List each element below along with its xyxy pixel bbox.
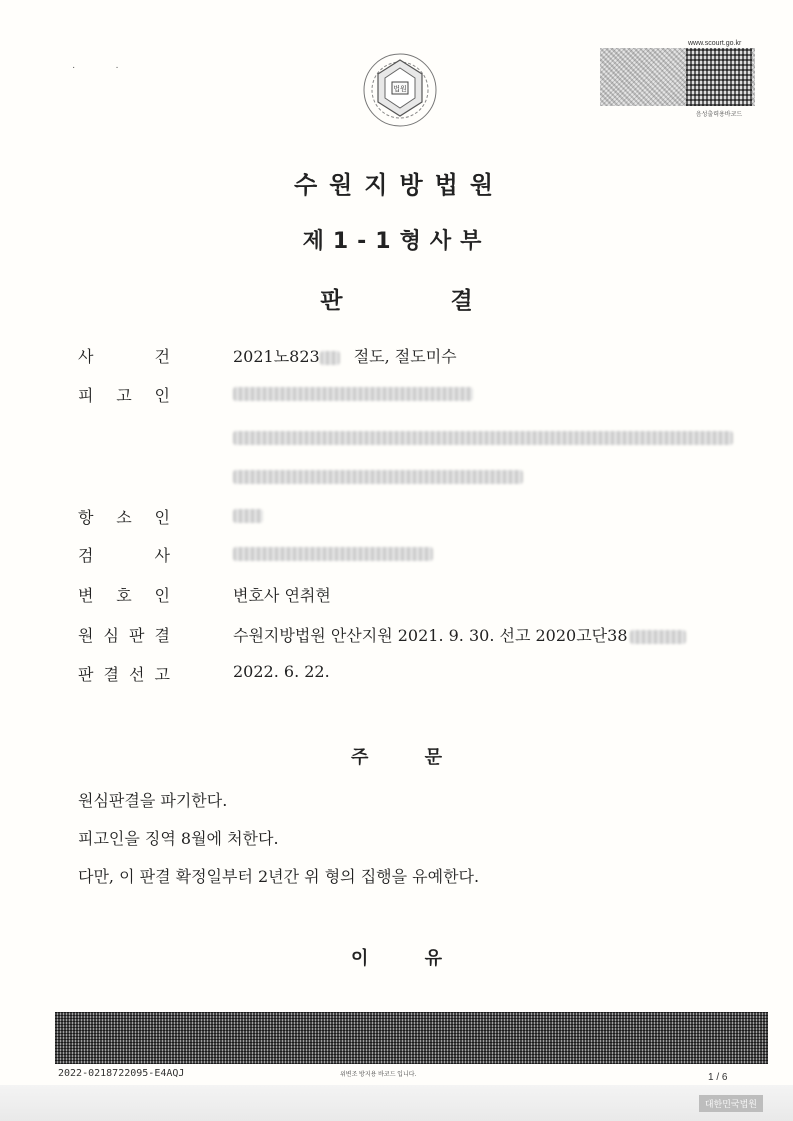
reasons-title: 이 유 bbox=[350, 948, 443, 969]
label-char: 건 bbox=[154, 347, 170, 366]
barcode-note: 위변조 방지용 바코드 입니다. bbox=[340, 1072, 417, 1078]
value-prosecutor bbox=[233, 543, 433, 562]
value-appellant bbox=[233, 505, 263, 524]
redaction bbox=[630, 630, 686, 644]
label-sentencing-date bbox=[78, 662, 170, 685]
scan-marks: ·· bbox=[72, 62, 159, 73]
value-defendant-registered bbox=[233, 466, 523, 485]
order-line: 피고인을 징역 8월에 처한다. bbox=[78, 829, 279, 848]
redaction bbox=[233, 387, 473, 401]
page-number: 1 / 6 bbox=[708, 1072, 728, 1083]
issuer-label: 대한민국법원 bbox=[699, 1095, 763, 1112]
redaction bbox=[233, 470, 523, 484]
footer-bar bbox=[0, 1085, 793, 1121]
label-char: 고 bbox=[116, 386, 132, 405]
redaction bbox=[320, 351, 340, 365]
svg-text:법원: 법원 bbox=[393, 85, 407, 93]
label-char: 고 bbox=[154, 665, 170, 684]
document-code: 2022-0218722095-E4AQJ bbox=[58, 1068, 185, 1079]
redaction bbox=[233, 509, 263, 523]
label-char: 인 bbox=[154, 508, 170, 527]
original-judgment-text: 수원지방법원 안산지원 2021. 9. 30. 선고 2020고단38 bbox=[233, 626, 628, 645]
label-defense-counsel bbox=[78, 583, 170, 606]
barcode-caption: 음성출력용바코드 bbox=[695, 112, 743, 118]
label-char: 소 bbox=[116, 508, 132, 527]
value-case bbox=[233, 344, 457, 367]
case-charge: 절도, 절도미수 bbox=[353, 347, 457, 366]
label-char: 인 bbox=[154, 386, 170, 405]
label-prosecutor bbox=[78, 543, 170, 566]
value-defense-counsel: 변호사 연취현 bbox=[233, 586, 331, 605]
label-char: 검 bbox=[78, 546, 94, 565]
label-char: 피 bbox=[78, 386, 94, 405]
label-case bbox=[78, 344, 170, 367]
order-line: 다만, 이 판결 확정일부터 2년간 위 형의 집행을 유예한다. bbox=[78, 867, 480, 886]
label-char: 사 bbox=[78, 347, 94, 366]
court-emblem-icon bbox=[360, 50, 440, 130]
label-char: 원 bbox=[78, 626, 94, 645]
redaction bbox=[233, 547, 433, 561]
anti-forgery-barcode bbox=[55, 1012, 768, 1064]
site-url: www.scourt.go.kr bbox=[688, 40, 742, 47]
value-original-judgment bbox=[233, 623, 686, 646]
label-appellant bbox=[78, 505, 170, 528]
value-defendant-address bbox=[233, 427, 733, 446]
label-char: 선 bbox=[129, 665, 145, 684]
label-char: 판 bbox=[78, 665, 94, 684]
label-char: 심 bbox=[103, 626, 119, 645]
label-char: 인 bbox=[154, 586, 170, 605]
label-char: 변 bbox=[78, 586, 94, 605]
document-type: 판 결 bbox=[320, 288, 473, 314]
value-sentencing-date: 2022. 6. 22. bbox=[233, 662, 330, 681]
label-char: 호 bbox=[116, 586, 132, 605]
label-char: 판 bbox=[129, 626, 145, 645]
label-char: 결 bbox=[103, 665, 119, 684]
order-line: 원심판결을 파기한다. bbox=[78, 791, 228, 810]
case-number: 2021노823 bbox=[233, 347, 320, 366]
label-char: 항 bbox=[78, 508, 94, 527]
label-original-judgment bbox=[78, 623, 170, 646]
label-char: 결 bbox=[154, 626, 170, 645]
redaction bbox=[233, 431, 733, 445]
court-name: 수원지방법원 bbox=[293, 171, 506, 199]
order-title: 주 문 bbox=[350, 747, 443, 768]
label-defendant bbox=[78, 383, 170, 406]
value-defendant bbox=[233, 383, 473, 402]
label-char: 사 bbox=[154, 546, 170, 565]
court-division: 제1-1형사부 bbox=[302, 229, 491, 254]
qr-code bbox=[686, 48, 752, 106]
